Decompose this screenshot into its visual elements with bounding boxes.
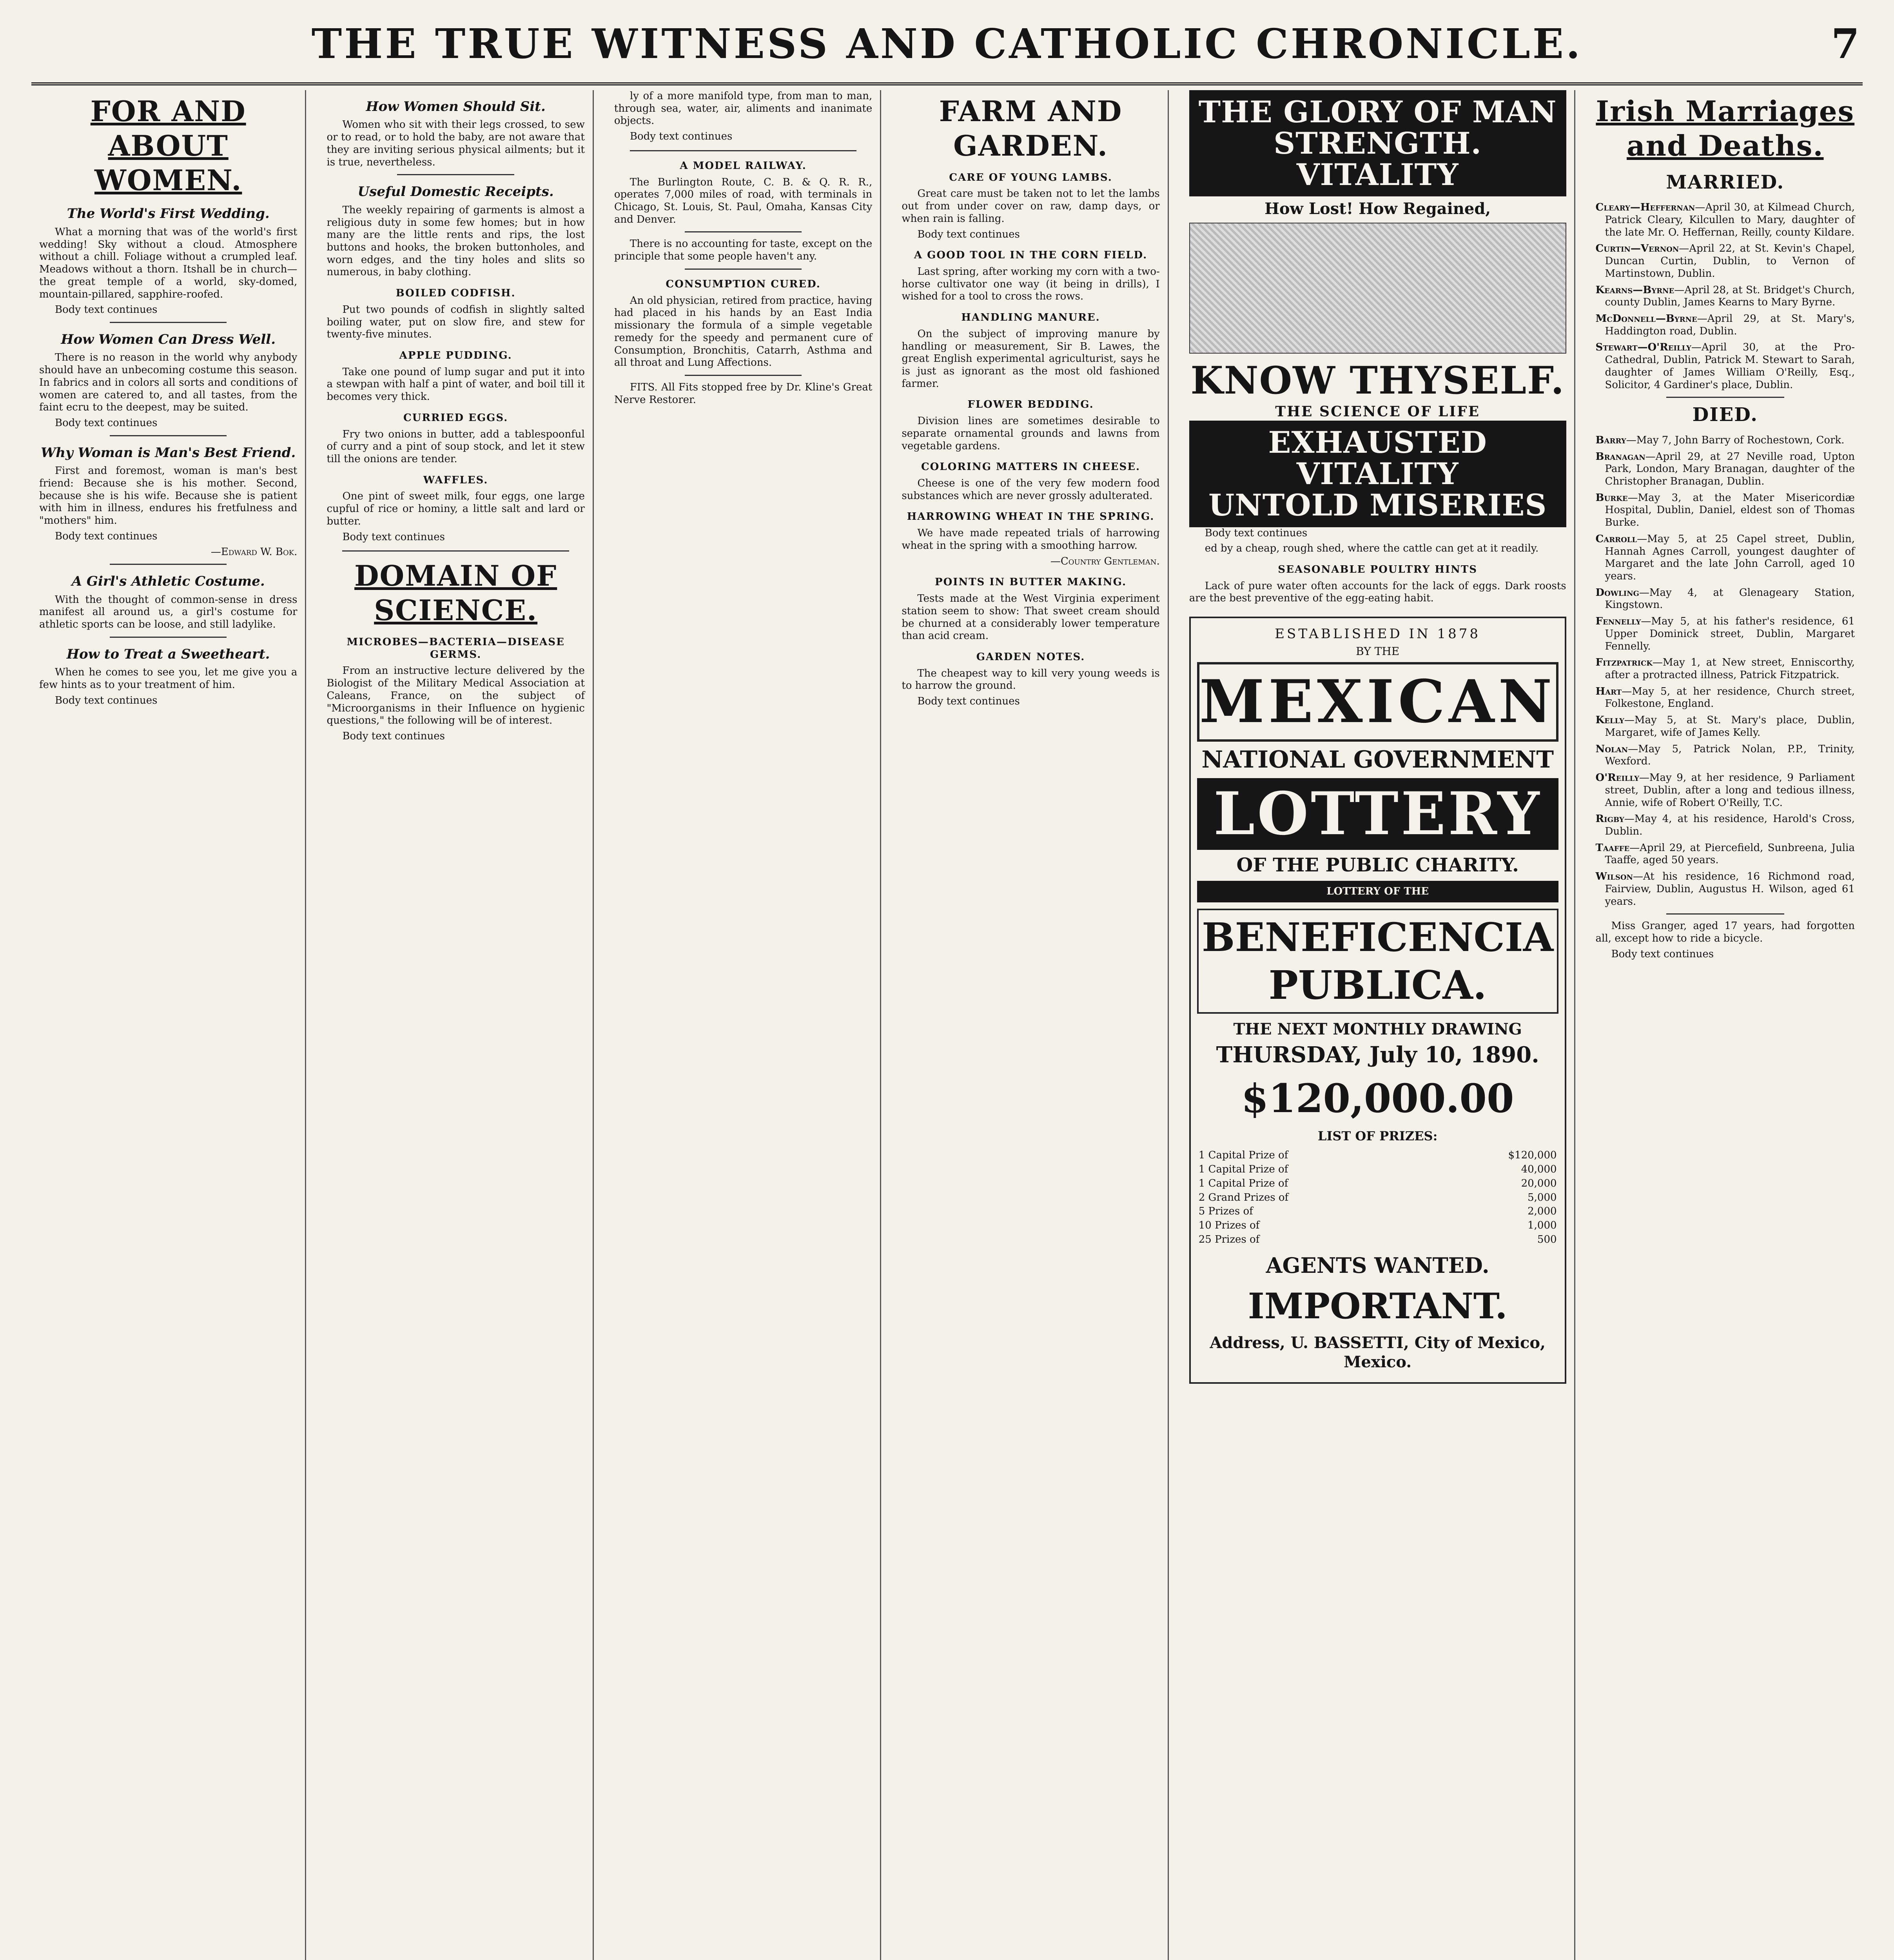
notice-name: Fitzpatrick bbox=[1595, 657, 1653, 669]
ad-prize-list-heading: LIST OF PRIZES: bbox=[1317, 1129, 1438, 1144]
article-heading: CARE OF YOUNG LAMBS. bbox=[949, 171, 1112, 183]
death-notice bbox=[1596, 714, 1855, 739]
prize-amount: 20,000 bbox=[1521, 1177, 1557, 1189]
ad-important: IMPORTANT. bbox=[1248, 1285, 1508, 1327]
recipe-text: One pint of sweet milk, four eggs, one large cupful of rice or hominy, a little salt and lard or butter. bbox=[327, 490, 585, 527]
ad-beneficencia: BENEFICENCIA PUBLICA. bbox=[1197, 909, 1558, 1014]
notice-text: —May 5, at 25 Capel street, Dublin, Hannah Agnes Carroll, youngest daughter of Margaret and the late John Carroll, aged 10 years. bbox=[1605, 533, 1855, 582]
prize-row bbox=[1197, 1205, 1558, 1219]
notice-text: —May 4, at Glenageary Station, Kingstown. bbox=[1605, 586, 1855, 611]
article-heading: Useful Domestic Receipts. bbox=[357, 184, 554, 200]
article-text: Miss Granger, aged 17 years, had forgotten all, except how to ride a bicycle. bbox=[1595, 920, 1855, 944]
advertisement-glory-of-man bbox=[1189, 90, 1566, 196]
article-text: The weekly repairing of garments is almost a religious duty in some few homes; but in how many are the little rents and rips, the lost buttons and hooks, the broken buttonholes, and worn edges, and the tiny holes and slits so numerous, in baby clothing. bbox=[327, 204, 585, 278]
ad-address: Address, U. BASSETTI, City of Mexico, Mexico. bbox=[1210, 1334, 1546, 1371]
ad-national-government: NATIONAL GOVERNMENT bbox=[1201, 746, 1554, 773]
article-text: An old physician, retired from practice, having had placed in his hands by an East India missionary the formula of a simple vegetable remedy for the speedy and permanent cure of Consumption, Bronchitis, Catarrh, Asthma and all throat and Lung Affections. bbox=[614, 294, 873, 369]
prize-amount: $120,000 bbox=[1508, 1149, 1557, 1161]
divider bbox=[110, 564, 227, 565]
prize-amount: 5,000 bbox=[1528, 1191, 1557, 1203]
article-heading: How Women Can Dress Well. bbox=[61, 331, 276, 347]
farm-continued-text: ed by a cheap, rough shed, where the cattle can get at it readily. bbox=[1205, 543, 1539, 555]
article-heading: How to Treat a Sweetheart. bbox=[66, 646, 270, 662]
article-heading: Why Woman is Man's Best Friend. bbox=[41, 445, 296, 461]
notice-text: —May 3, at the Mater Misericordiæ Hospital, Dublin, Daniel, eldest son of Thomas Burke. bbox=[1605, 492, 1855, 529]
article-heading: A MODEL RAILWAY. bbox=[680, 160, 807, 172]
article-heading: COLORING MATTERS IN CHEESE. bbox=[921, 461, 1141, 473]
death-notice bbox=[1596, 842, 1855, 867]
notice-text: —May 5, at St. Mary's place, Dublin, Margaret, wife of James Kelly. bbox=[1605, 714, 1855, 739]
article-text: With the thought of common-sense in dress manifest all around us, a girl's costume for athletic sports can be loose, and still ladylike. bbox=[39, 593, 298, 631]
divider bbox=[630, 150, 856, 151]
article-text: FITS. All Fits stopped free by Dr. Kline's Great Nerve Restorer. bbox=[614, 381, 873, 406]
section-title-science: DOMAIN OF SCIENCE. bbox=[354, 559, 557, 627]
prize-label: 10 Prizes of bbox=[1198, 1220, 1260, 1231]
divider bbox=[685, 269, 802, 270]
ad-next-drawing: THE NEXT MONTHLY DRAWING bbox=[1233, 1020, 1522, 1039]
ad-headline: THE GLORY OF MAN bbox=[1198, 94, 1557, 129]
article-text: Division lines are sometimes desirable to separate ornamental grounds and lawns from vegetable gardens. bbox=[902, 415, 1160, 452]
prize-row bbox=[1197, 1177, 1558, 1191]
article-text: Last spring, after working my corn with a two-horse cultivator one way (it being in drills), I wished for a tool to cross the rows. bbox=[902, 265, 1160, 303]
article-text: What a morning that was of the world's first wedding! Sky without a cloud. Atmosphere without a chill. Foliage without a crumpled leaf. Meadows without a thorn. Itshall be in church—the great temple of a world, sky-domed, mountain-pillared, sapphire-roofed. bbox=[39, 226, 298, 300]
ad-subheadline: How Lost! How Regained, bbox=[1264, 200, 1491, 218]
ad-established: ESTABLISHED IN 1878 bbox=[1275, 626, 1481, 642]
notice-name: McDonnell—Byrne bbox=[1595, 312, 1697, 325]
recipe-text: Fry two onions in butter, add a tablespoonful of curry and a pint of soup stock, and let it stew till the onions are tender. bbox=[327, 428, 585, 465]
notice-text: —May 1, at New street, Enniscorthy, after a protracted illness, Patrick Fitzpatrick. bbox=[1605, 657, 1855, 681]
article-heading: A GOOD TOOL IN THE CORN FIELD. bbox=[914, 249, 1148, 261]
prize-label: 5 Prizes of bbox=[1198, 1205, 1253, 1218]
divider bbox=[342, 550, 569, 552]
notice-name: Kelly bbox=[1595, 714, 1624, 726]
article-text: Great care must be taken not to let the lambs out from under cover on raw, damp days, or when rain is falling. bbox=[902, 188, 1160, 225]
article-text: There is no accounting for taste, except on the principle that some people haven't any. bbox=[614, 238, 873, 263]
article-text: First and foremost, woman is man's best friend: Because she is his mother. Second, because she is his wife. Because she is patient with him in illness, endures his fretfulness and "mothers" him. bbox=[39, 465, 298, 527]
article-text-continued: Body text continues bbox=[342, 730, 445, 742]
ad-by-the: BY THE bbox=[1356, 644, 1400, 658]
article-heading: HARROWING WHEAT IN THE SPRING. bbox=[907, 511, 1155, 523]
column-grid bbox=[31, 90, 1863, 1960]
ad-agents-wanted: AGENTS WANTED. bbox=[1266, 1253, 1489, 1278]
ad-headline: KNOW THYSELF. bbox=[1190, 358, 1565, 403]
married-heading: MARRIED. bbox=[1666, 171, 1785, 193]
article-text-continued: Body text continues bbox=[1205, 527, 1308, 539]
notice-text: —April 29, at 27 Neville road, Upton Park, London, Mary Branagan, daughter of the Christopher Branagan, Dublin. bbox=[1605, 450, 1855, 487]
advertisement-mexican-lottery bbox=[1189, 617, 1566, 1384]
science-continued-text: ly of a more manifold type, from man to man, through sea, water, air, aliments and inanimate objects. bbox=[614, 90, 873, 127]
divider bbox=[397, 174, 514, 175]
column-2 bbox=[319, 90, 593, 1960]
death-notice bbox=[1596, 587, 1855, 612]
article-text-continued: Body text continues bbox=[342, 531, 445, 543]
ad-lottery: LOTTERY bbox=[1197, 778, 1558, 850]
article-text: Cheese is one of the very few modern food substances which are never grossly adulterated. bbox=[902, 477, 1160, 502]
death-notice bbox=[1596, 743, 1855, 768]
prize-amount: 40,000 bbox=[1521, 1163, 1557, 1176]
article-text: There is no reason in the world why anybody should have an unbecoming costume this season. In fabrics and in colors all sorts and conditions of women are catered to, and all tastes, from the faint ecru to the deepest, may be suited. bbox=[39, 352, 298, 414]
ad-headline: EXHAUSTED VITALITY bbox=[1268, 425, 1487, 491]
section-title-marriages-deaths: Irish Marriages and Deaths. bbox=[1596, 94, 1855, 162]
notice-name: Wilson bbox=[1595, 871, 1633, 883]
article-heading: CONSUMPTION CURED. bbox=[666, 278, 821, 290]
ad-headline: STRENGTH. VITALITY bbox=[1274, 125, 1482, 192]
notice-text: —April 29, at St. Mary's, Haddington road, Dublin. bbox=[1605, 312, 1855, 337]
notice-text: —April 28, at St. Bridget's Church, county Dublin, James Kearns to Mary Byrne. bbox=[1605, 284, 1855, 309]
notice-name: Cleary—Heffernan bbox=[1595, 201, 1695, 214]
ad-lottery-of-the: LOTTERY OF THE bbox=[1197, 881, 1558, 903]
section-title-farm: FARM AND GARDEN. bbox=[939, 94, 1123, 162]
notice-name: Burke bbox=[1595, 492, 1628, 504]
ad-headline: UNTOLD MISERIES bbox=[1208, 487, 1547, 523]
death-notice bbox=[1596, 434, 1855, 447]
ad-public-charity: OF THE PUBLIC CHARITY. bbox=[1236, 854, 1519, 876]
prize-row bbox=[1197, 1219, 1558, 1233]
notice-text: —May 7, John Barry of Rochestown, Cork. bbox=[1626, 434, 1845, 446]
article-heading: POINTS IN BUTTER MAKING. bbox=[935, 576, 1127, 588]
notice-name: Stewart—O'Reilly bbox=[1595, 341, 1691, 354]
article-text-continued: Body text continues bbox=[55, 304, 158, 316]
engraved-portrait-illustration bbox=[1189, 223, 1566, 354]
death-notice bbox=[1596, 533, 1855, 583]
recipe-heading: BOILED CODFISH. bbox=[395, 287, 516, 299]
notice-name: O'Reilly bbox=[1595, 772, 1639, 784]
article-heading: GARDEN NOTES. bbox=[976, 651, 1085, 663]
column-4 bbox=[894, 90, 1168, 1960]
notice-text: —April 30, at the Pro-Cathedral, Dublin, Patrick M. Stewart to Sarah, daughter of James William O'Reilly, Esq., Solicitor, 4 Gardiner's place, Dublin. bbox=[1605, 341, 1855, 391]
notice-text: —April 30, at Kilmead Church, Patrick Cleary, Kilcullen to Mary, daughter of the late Mr. O. Heffernan, Reilly, county Kildare. bbox=[1605, 201, 1855, 238]
ad-capital-prize: $120,000.00 bbox=[1241, 1075, 1514, 1122]
advertisement-banner bbox=[1189, 421, 1566, 527]
article-text: We have made repeated trials of harrowing wheat in the spring with a smoothing harrow. bbox=[902, 527, 1160, 552]
notice-name: Barry bbox=[1595, 434, 1626, 446]
article-author: —Edward W. Bok. bbox=[210, 546, 298, 558]
died-heading: DIED. bbox=[1692, 404, 1758, 426]
recipe-heading: APPLE PUDDING. bbox=[399, 350, 512, 361]
ad-subheadline: THE SCIENCE OF LIFE bbox=[1275, 403, 1480, 420]
notice-name: Fennelly bbox=[1595, 615, 1641, 628]
notice-name: Rigby bbox=[1595, 813, 1624, 825]
notice-name: Taaffe bbox=[1595, 842, 1630, 854]
article-heading: FLOWER BEDDING. bbox=[967, 399, 1094, 411]
divider bbox=[110, 322, 227, 323]
article-text-continued: Body text continues bbox=[1611, 948, 1714, 960]
article-text-continued: Body text continues bbox=[630, 131, 733, 143]
notice-name: Hart bbox=[1595, 685, 1622, 697]
notice-text: —May 4, at his residence, Harold's Cross, Dublin. bbox=[1605, 813, 1855, 837]
divider bbox=[110, 637, 227, 638]
prize-label: 1 Capital Prize of bbox=[1198, 1149, 1288, 1161]
prize-amount: 500 bbox=[1537, 1233, 1557, 1245]
newspaper-title: THE TRUE WITNESS AND CATHOLIC CHRONICLE. bbox=[311, 20, 1583, 68]
article-text: Lack of pure water often accounts for the lack of eggs. Dark roosts are the best preventive of the egg-eating habit. bbox=[1189, 580, 1566, 604]
article-author: —Country Gentleman. bbox=[1050, 555, 1160, 567]
prize-row bbox=[1197, 1149, 1558, 1163]
notice-name: Carroll bbox=[1595, 533, 1637, 545]
divider bbox=[685, 231, 802, 232]
page-number: 7 bbox=[1831, 20, 1860, 68]
article-heading: A Girl's Athletic Costume. bbox=[71, 573, 265, 590]
death-notice bbox=[1596, 657, 1855, 681]
recipe-heading: CURRIED EGGS. bbox=[403, 412, 508, 424]
article-text-continued: Body text continues bbox=[55, 694, 158, 706]
masthead bbox=[31, 8, 1863, 85]
notice-name: Branagan bbox=[1595, 450, 1645, 463]
notice-name: Nolan bbox=[1595, 743, 1628, 755]
notice-text: —May 5, at his father's residence, 61 Upper Dominick street, Dublin, Margaret Fennelly. bbox=[1605, 615, 1855, 652]
death-notice bbox=[1596, 871, 1855, 908]
marriage-notice bbox=[1596, 284, 1855, 309]
divider bbox=[1666, 913, 1784, 915]
death-notice bbox=[1596, 451, 1855, 488]
notice-text: —May 9, at her residence, 9 Parliament street, Dublin, after a long and tedious illness, Annie, wife of Robert O'Reilly, T.C. bbox=[1605, 772, 1855, 809]
divider bbox=[685, 375, 802, 376]
article-text: The cheapest way to kill very young weeds is to harrow the ground. bbox=[902, 667, 1160, 692]
marriage-notice bbox=[1596, 243, 1855, 280]
prize-row bbox=[1197, 1191, 1558, 1205]
article-text: When he comes to see you, let me give you a few hints as to your treatment of him. bbox=[39, 666, 298, 691]
notice-name: Kearns—Byrne bbox=[1595, 284, 1674, 296]
prize-amount: 2,000 bbox=[1528, 1205, 1557, 1218]
prize-table bbox=[1197, 1149, 1558, 1247]
recipe-text: Take one pound of lump sugar and put it into a stewpan with half a pint of water, and boil till it becomes very thick. bbox=[327, 366, 585, 403]
divider bbox=[110, 435, 227, 436]
section-title-women: FOR AND ABOUT WOMEN. bbox=[90, 94, 246, 197]
ad-drawing-date: THURSDAY, July 10, 1890. bbox=[1216, 1042, 1539, 1068]
article-text: On the subject of improving manure by handling or measurement, Sir B. Lawes, the great English experimental agriculturist, says he is just as ignorant as the most old fashioned farmer. bbox=[902, 328, 1160, 390]
article-text-continued: Body text continues bbox=[55, 530, 158, 542]
prize-label: 1 Capital Prize of bbox=[1198, 1177, 1288, 1189]
notice-name: Dowling bbox=[1595, 586, 1639, 599]
notice-text: —April 29, at Piercefield, Sunbreena, Julia Taaffe, aged 50 years. bbox=[1605, 842, 1855, 866]
notice-text: —May 5, Patrick Nolan, P.P., Trinity, Wexford. bbox=[1605, 743, 1855, 768]
article-text-continued: Body text continues bbox=[917, 228, 1020, 240]
column-6 bbox=[1588, 90, 1863, 1960]
article-text: From an instructive lecture delivered by the Biologist of the Military Medical Association at Caleans, France, on the subject of "Microorganisms in their Influence on hygienic questions," the following will be of interest. bbox=[327, 665, 585, 727]
notice-name: Curtin—Vernon bbox=[1595, 243, 1679, 255]
article-text-continued: Body text continues bbox=[55, 417, 158, 429]
recipe-text: Put two pounds of codfish in slightly salted boiling water, put on slow fire, and stew for twenty-five minutes. bbox=[327, 303, 585, 341]
divider bbox=[1666, 397, 1784, 398]
prize-label: 25 Prizes of bbox=[1198, 1233, 1260, 1245]
column-5 bbox=[1181, 90, 1575, 1960]
article-text: Women who sit with their legs crossed, to sew or to read, or to hold the baby, are not aware that they are inviting serious physical ailments; but it is true, nevertheless. bbox=[327, 119, 585, 168]
notice-text: —At his residence, 16 Richmond road, Fairview, Dublin, Augustus H. Wilson, aged 61 years. bbox=[1605, 871, 1855, 907]
column-1 bbox=[31, 90, 306, 1960]
article-heading: SEASONABLE POULTRY HINTS bbox=[1278, 564, 1477, 576]
death-notice bbox=[1596, 686, 1855, 710]
prize-row bbox=[1197, 1163, 1558, 1177]
death-notice bbox=[1596, 813, 1855, 838]
article-heading: MICROBES—BACTERIA—DISEASE GERMS. bbox=[347, 636, 565, 661]
marriage-notice bbox=[1596, 201, 1855, 239]
column-3 bbox=[606, 90, 881, 1960]
article-heading: How Women Should Sit. bbox=[366, 99, 546, 114]
notice-text: —April 22, at St. Kevin's Chapel, Duncan Curtin, Dublin, to Vernon of Martinstown, Dublin. bbox=[1605, 243, 1855, 279]
notice-text: —May 5, at her residence, Church street, Folkestone, England. bbox=[1605, 685, 1855, 710]
recipe-heading: WAFFLES. bbox=[423, 474, 488, 486]
marriage-notice bbox=[1596, 341, 1855, 391]
article-text-continued: Body text continues bbox=[917, 695, 1020, 708]
death-notice bbox=[1596, 772, 1855, 809]
prize-label: 1 Capital Prize of bbox=[1198, 1163, 1288, 1176]
marriage-notice bbox=[1596, 313, 1855, 338]
prize-row bbox=[1197, 1233, 1558, 1247]
death-notice bbox=[1596, 615, 1855, 653]
prize-amount: 1,000 bbox=[1528, 1220, 1557, 1231]
article-heading: HANDLING MANURE. bbox=[961, 312, 1100, 324]
article-text: The Burlington Route, C. B. & Q. R. R., operates 7,000 miles of road, with terminals in Chicago, St. Louis, St. Paul, Omaha, Kansas City and Denver. bbox=[614, 176, 873, 225]
prize-label: 2 Grand Prizes of bbox=[1198, 1191, 1289, 1203]
article-text: Tests made at the West Virginia experiment station seem to show: That sweet cream should be churned at a considerably lower temperature than acid cream. bbox=[902, 593, 1160, 642]
article-heading: The World's First Wedding. bbox=[67, 206, 270, 222]
death-notice bbox=[1596, 492, 1855, 529]
ad-mexican: MEXICAN bbox=[1197, 662, 1558, 742]
